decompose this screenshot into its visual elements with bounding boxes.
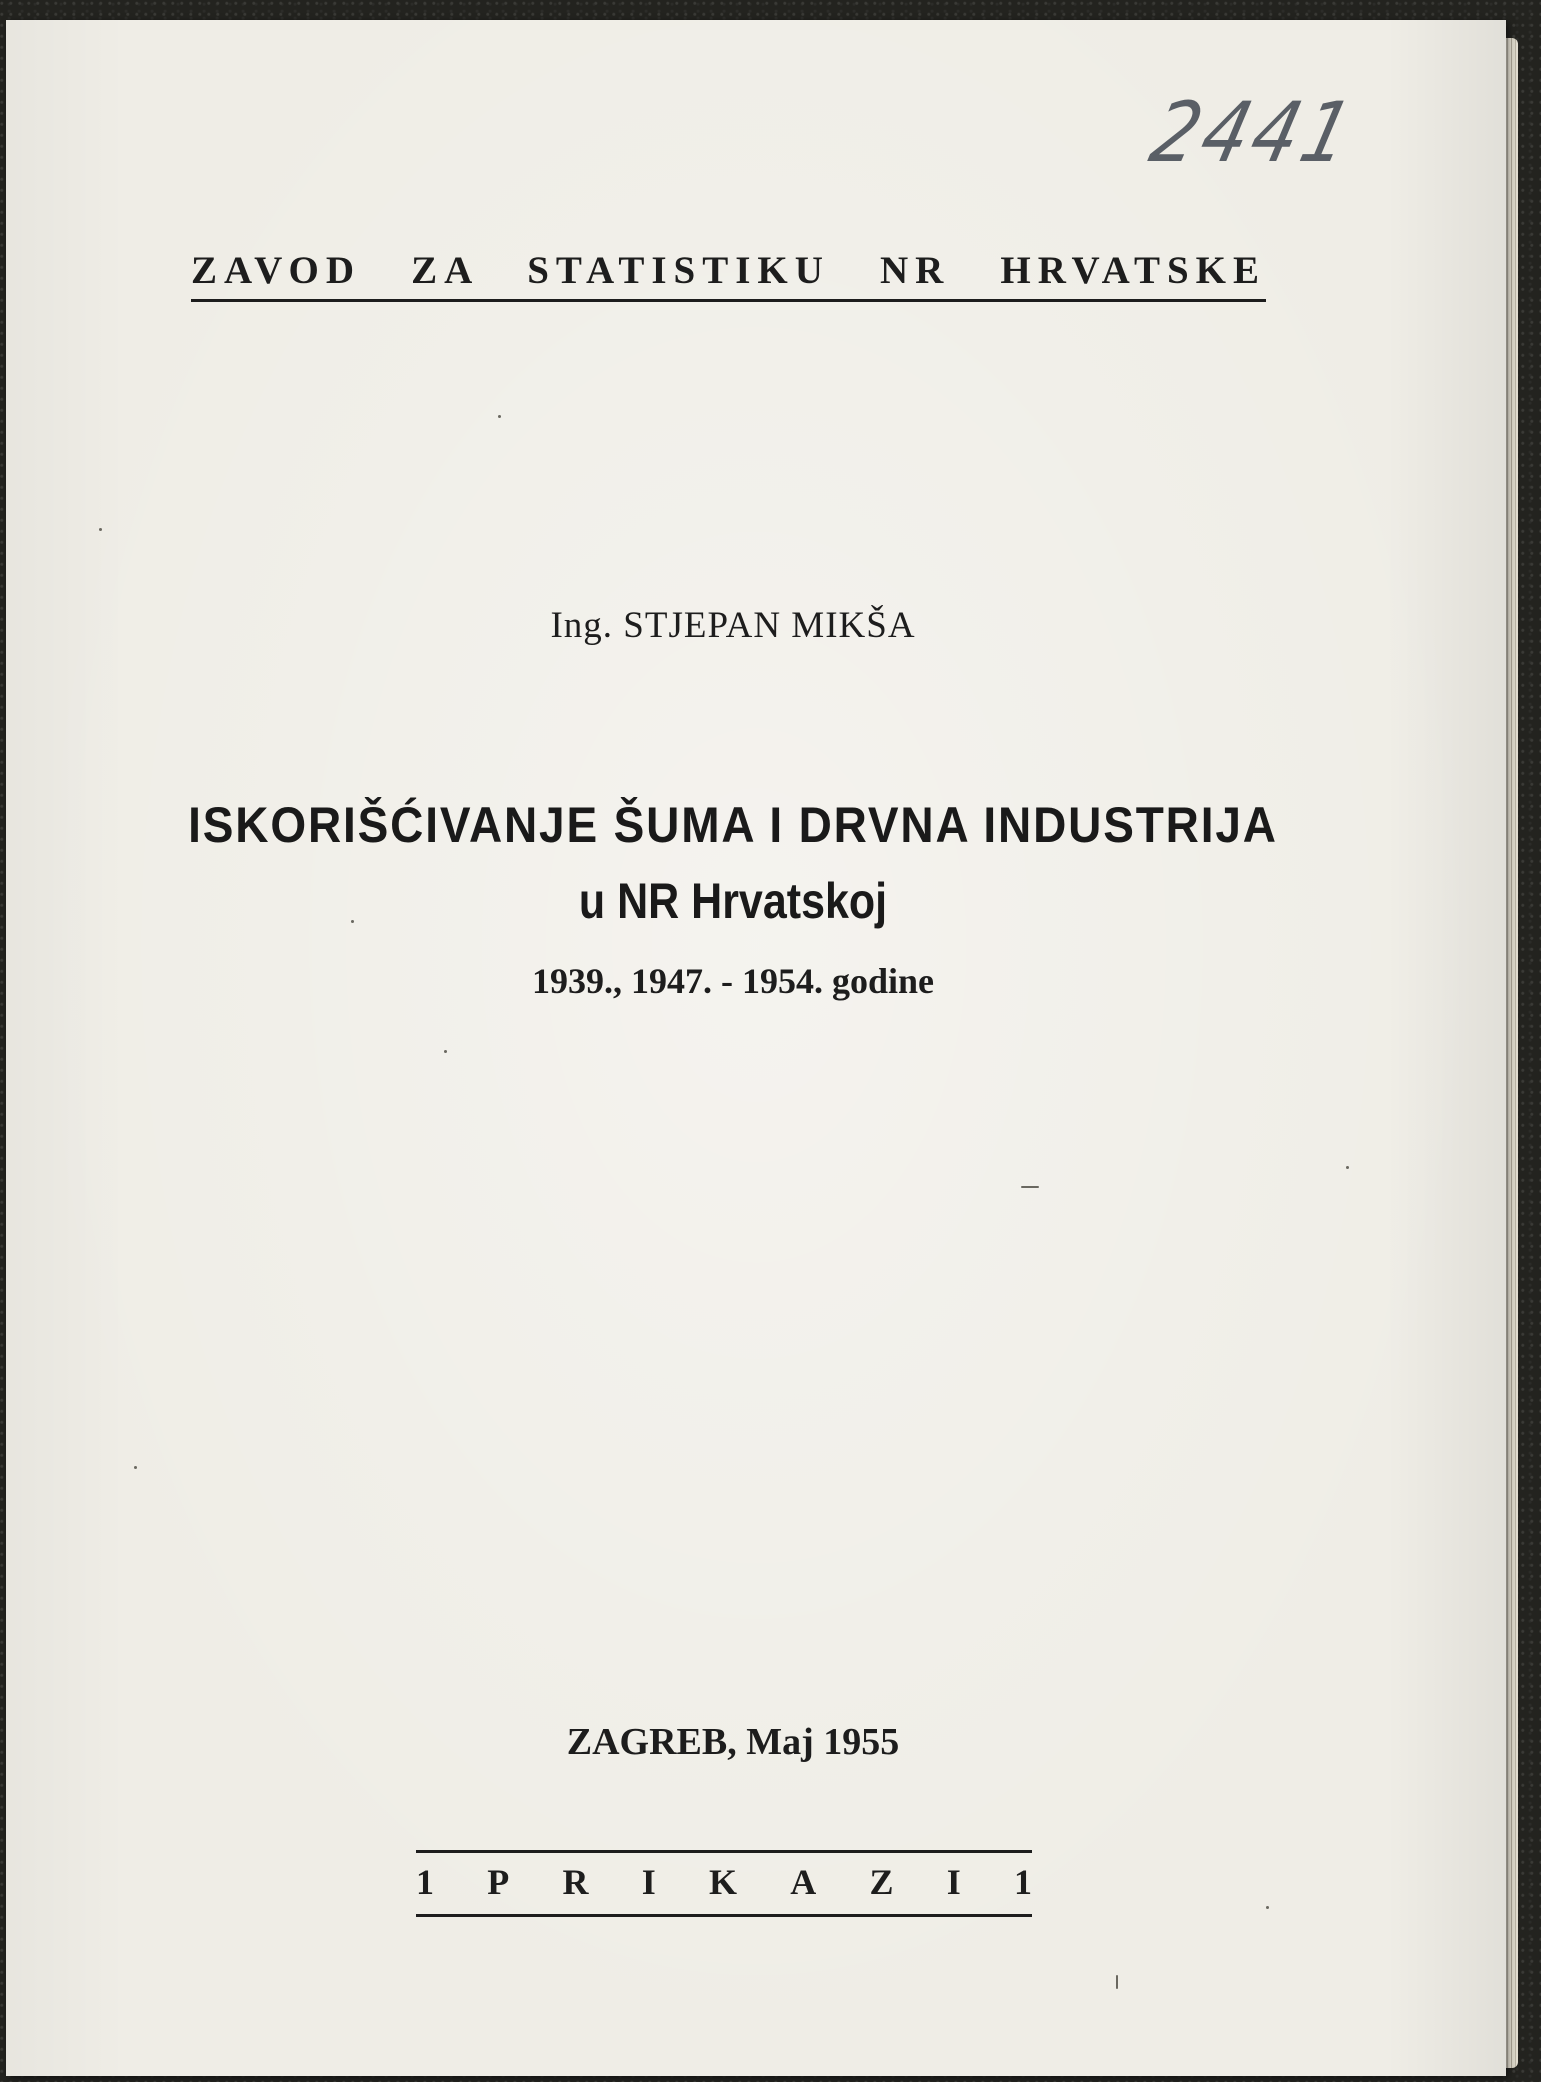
series-letter: K <box>708 1862 737 1902</box>
series-number-right: 1 <box>1013 1862 1032 1902</box>
document-title: ISKORIŠĆIVANJE ŠUMA I DRVNA INDUSTRIJA <box>188 797 1278 853</box>
series-letter: I <box>946 1862 961 1902</box>
paper-speck <box>498 415 501 418</box>
paper-speck <box>1021 1186 1039 1188</box>
paper-speck <box>134 1466 137 1469</box>
series-letter: P <box>487 1862 510 1902</box>
series-letter: R <box>562 1862 589 1902</box>
paper-speck <box>1266 1906 1269 1909</box>
paper-speck <box>99 528 102 531</box>
series-letter: I <box>641 1862 656 1902</box>
handwritten-catalog-number: 2441 <box>1141 83 1366 181</box>
author-name: Ing. STJEPAN MIKŠA <box>550 605 916 646</box>
paper-speck <box>1346 1166 1349 1169</box>
paper-speck <box>1116 1975 1118 1989</box>
title-page-content <box>6 20 1506 2076</box>
series-number-left: 1 <box>416 1862 434 1902</box>
series-letter: Z <box>869 1862 894 1902</box>
institute-header: ZAVOD ZA STATISTIKU NR HRVATSKE <box>191 248 1266 302</box>
document-years: 1939., 1947. - 1954. godine <box>531 961 934 1001</box>
paper-speck <box>444 1050 447 1053</box>
series-letter: A <box>790 1862 817 1902</box>
series-rule-top <box>416 1850 1032 1853</box>
document-subtitle: u NR Hrvatskoj <box>578 873 888 929</box>
place-and-date: ZAGREB, Maj 1955 <box>566 1721 900 1763</box>
paper-speck <box>351 920 354 923</box>
title-page <box>6 20 1506 2076</box>
series-label <box>416 1861 1032 1903</box>
series-rule-bottom <box>416 1914 1032 1917</box>
